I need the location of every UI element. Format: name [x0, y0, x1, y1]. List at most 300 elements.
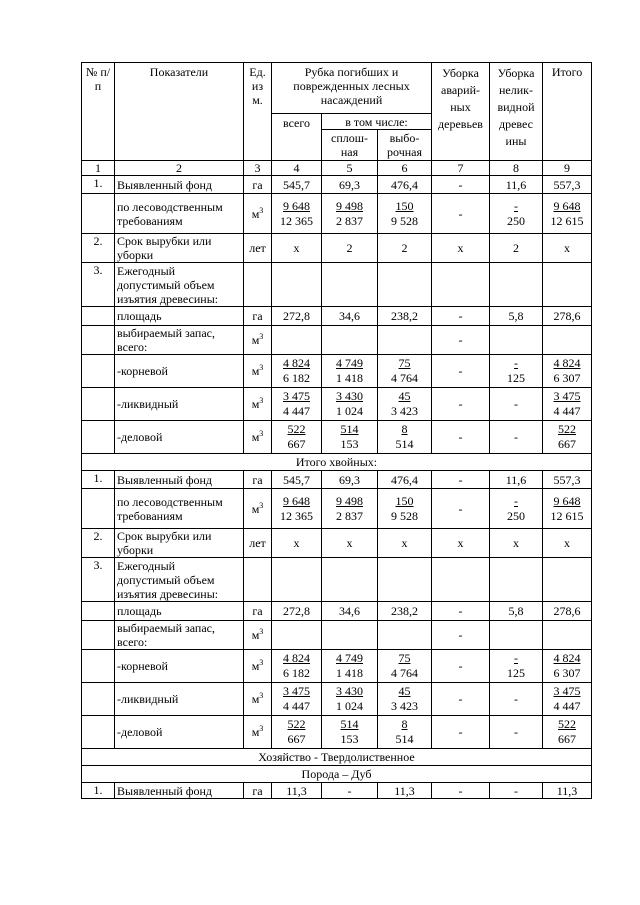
fraction-numerator: 9 648 — [553, 493, 581, 508]
fraction-numerator: 4 824 — [553, 651, 581, 665]
fraction-value — [558, 717, 576, 747]
column-number-row — [82, 161, 592, 176]
fraction-numerator: 9 498 — [336, 493, 363, 508]
header-illiquid: Уборка нелик-видной древес ины — [490, 63, 543, 161]
unit-exponent: 3 — [259, 658, 264, 667]
unit-base: м — [251, 659, 260, 673]
fraction-value — [336, 651, 363, 681]
cell-c7: - — [432, 307, 490, 326]
cell-c4: 545,7 — [272, 176, 322, 194]
fraction-denominator: 2 837 — [336, 213, 363, 228]
fraction-numerator: - — [514, 356, 518, 370]
row-unit — [244, 355, 272, 388]
fraction-numerator: 522 — [287, 422, 306, 436]
table-row — [82, 621, 592, 650]
fraction-numerator: 4 824 — [283, 356, 310, 370]
fraction-numerator: 150 — [395, 493, 414, 508]
row-number — [82, 716, 115, 749]
cell-c4 — [272, 194, 322, 234]
table-row — [82, 355, 592, 388]
table-row — [82, 716, 592, 749]
cell-c9 — [543, 326, 592, 355]
cell-c5 — [322, 421, 378, 454]
fraction-value — [283, 651, 310, 681]
row-unit — [244, 489, 272, 529]
unit-exponent: 3 — [259, 627, 264, 636]
header-total: всего — [272, 114, 322, 161]
fraction-denominator: 1 024 — [336, 404, 363, 418]
fraction-denominator: 153 — [340, 732, 359, 746]
cell-c9 — [543, 355, 592, 388]
fraction-numerator: 8 — [401, 717, 408, 731]
row-number: 3. — [82, 558, 115, 602]
unit-base: м — [251, 628, 260, 642]
cell-c9: 11,3 — [543, 783, 592, 799]
fraction-value — [507, 356, 525, 386]
column-number: 3 — [244, 161, 272, 176]
cell-c5: 69,3 — [322, 176, 378, 194]
cell-c4 — [272, 621, 322, 650]
cell-c5 — [322, 326, 378, 355]
fraction-numerator: 8 — [401, 422, 408, 436]
cell-c6 — [378, 650, 432, 683]
fraction-value — [396, 422, 414, 452]
fraction-value — [396, 717, 414, 747]
cell-c6: 11,3 — [378, 783, 432, 799]
column-number: 4 — [272, 161, 322, 176]
row-unit — [244, 558, 272, 602]
unit-exponent: 3 — [259, 691, 264, 700]
cell-c5 — [322, 558, 378, 602]
row-number: 1. — [82, 471, 115, 489]
cell-c4 — [272, 326, 322, 355]
row-indicator: по лесоводственным требованиям — [115, 489, 244, 529]
fraction-denominator: 12 615 — [550, 213, 584, 228]
cell-c6: х — [378, 529, 432, 558]
cell-c8: - — [490, 421, 543, 454]
row-indicator: площадь — [115, 602, 244, 621]
row-indicator: Ежегодный допустимый объем изъятия древесины: — [115, 558, 244, 602]
fraction-value — [391, 199, 418, 229]
cell-c5: 2 — [322, 234, 378, 263]
row-unit: га — [244, 783, 272, 799]
table-row — [82, 529, 592, 558]
fraction-numerator: 4 824 — [283, 651, 310, 665]
cell-c4 — [272, 421, 322, 454]
row-unit: га — [244, 471, 272, 489]
cell-c6 — [378, 326, 432, 355]
row-indicator: площадь — [115, 307, 244, 326]
unit-base: м — [251, 206, 260, 221]
row-unit: га — [244, 307, 272, 326]
fraction-denominator: 667 — [287, 732, 306, 746]
cell-c9 — [543, 421, 592, 454]
header-including: в том числе: — [322, 114, 432, 130]
cell-c4: 272,8 — [272, 602, 322, 621]
row-number — [82, 489, 115, 529]
row-indicator: -корневой — [115, 355, 244, 388]
cell-c8 — [490, 650, 543, 683]
cell-c9 — [543, 388, 592, 421]
section-subtitle: Порода – Дуб — [82, 766, 592, 783]
unit-exponent: 3 — [259, 396, 264, 405]
fraction-value — [288, 717, 306, 747]
row-number — [82, 621, 115, 650]
unit-exponent: 3 — [259, 363, 264, 372]
column-number: 1 — [82, 161, 115, 176]
row-indicator: -деловой — [115, 716, 244, 749]
cell-c9 — [543, 489, 592, 529]
row-unit: га — [244, 602, 272, 621]
row-number — [82, 194, 115, 234]
fraction-value — [283, 684, 310, 714]
unit-exponent: 3 — [259, 205, 264, 215]
cell-c5 — [322, 263, 378, 307]
fraction-numerator: - — [514, 651, 518, 665]
row-number: 3. — [82, 263, 115, 307]
cell-c4: 11,3 — [272, 783, 322, 799]
fraction-denominator: 4 447 — [283, 404, 310, 418]
cell-c7 — [432, 558, 490, 602]
fraction-numerator: 4 749 — [336, 651, 363, 665]
cell-c9 — [543, 683, 592, 716]
fraction-numerator: 9 648 — [283, 493, 310, 508]
cell-c7 — [432, 263, 490, 307]
fraction-value — [554, 684, 581, 714]
cell-c9 — [543, 263, 592, 307]
fraction-denominator: 667 — [558, 732, 576, 746]
cell-c6: 476,4 — [378, 471, 432, 489]
cell-c9: 557,3 — [543, 471, 592, 489]
fraction-denominator: 125 — [507, 371, 525, 385]
row-indicator: -корневой — [115, 650, 244, 683]
header-clear: сплош-ная — [322, 130, 378, 161]
fraction-value — [336, 684, 363, 714]
cell-c5: 69,3 — [322, 471, 378, 489]
cell-c4 — [272, 263, 322, 307]
fraction-numerator: 3 475 — [553, 684, 581, 698]
unit-base: м — [251, 692, 260, 706]
cell-c7: - — [432, 621, 490, 650]
cell-c7: - — [432, 388, 490, 421]
cell-c6 — [378, 263, 432, 307]
cell-c5 — [322, 388, 378, 421]
cell-c7: - — [432, 716, 490, 749]
fraction-value — [336, 199, 363, 229]
fraction-value — [336, 389, 363, 419]
fraction-value — [391, 684, 418, 714]
fraction-numerator: 45 — [398, 389, 411, 403]
cell-c4 — [272, 388, 322, 421]
cell-c6 — [378, 621, 432, 650]
fraction-value — [280, 199, 313, 229]
cell-c5 — [322, 650, 378, 683]
cell-c4 — [272, 355, 322, 388]
unit-exponent: 3 — [259, 332, 264, 341]
cell-c6 — [378, 355, 432, 388]
fraction-value — [280, 494, 313, 524]
table-row — [82, 421, 592, 454]
cell-c8: - — [490, 716, 543, 749]
cell-c6 — [378, 194, 432, 234]
unit-base: м — [251, 364, 260, 378]
section-title-row — [82, 454, 592, 471]
fraction-value — [554, 356, 581, 386]
row-number — [82, 683, 115, 716]
row-number — [82, 602, 115, 621]
table-row — [82, 558, 592, 602]
row-unit: га — [244, 176, 272, 194]
fraction-numerator: - — [514, 198, 518, 213]
row-number — [82, 650, 115, 683]
fraction-denominator: 667 — [287, 437, 306, 451]
table-row — [82, 683, 592, 716]
fraction-numerator: 4 749 — [336, 356, 363, 370]
fraction-value — [288, 422, 306, 452]
cell-c5: 34,6 — [322, 602, 378, 621]
column-number: 6 — [378, 161, 432, 176]
fraction-denominator: 125 — [507, 666, 525, 680]
fraction-denominator: 12 615 — [550, 508, 584, 523]
table-row — [82, 388, 592, 421]
cell-c8: 2 — [490, 234, 543, 263]
fraction-denominator: 4 764 — [391, 666, 418, 680]
cell-c4 — [272, 716, 322, 749]
header-felling: Рубка погибших и поврежденных лесных насаждений — [272, 63, 432, 114]
row-indicator: -ликвидный — [115, 388, 244, 421]
cell-c7: - — [432, 602, 490, 621]
cell-c4: х — [272, 234, 322, 263]
row-unit — [244, 326, 272, 355]
fraction-denominator: 4 447 — [553, 699, 581, 713]
unit-base: м — [251, 333, 260, 347]
cell-c7: - — [432, 489, 490, 529]
cell-c8 — [490, 489, 543, 529]
fraction-denominator: 667 — [558, 437, 576, 451]
row-number: 1. — [82, 783, 115, 799]
fraction-numerator: 9 648 — [283, 198, 310, 213]
cell-c6 — [378, 388, 432, 421]
fraction-numerator: 9 648 — [553, 198, 581, 213]
section-title: Итого хвойных: — [82, 454, 592, 471]
fraction-denominator: 514 — [395, 732, 414, 746]
column-number: 8 — [490, 161, 543, 176]
fraction-value — [554, 651, 581, 681]
fraction-denominator: 12 365 — [280, 213, 313, 228]
fraction-value — [391, 356, 418, 386]
header-grand-total: Итого — [543, 63, 592, 161]
fraction-denominator: 12 365 — [280, 508, 313, 523]
cell-c8 — [490, 263, 543, 307]
row-unit — [244, 194, 272, 234]
row-indicator: Ежегодный допустимый объем изъятия древесины: — [115, 263, 244, 307]
fraction-numerator: 150 — [395, 198, 414, 213]
fraction-denominator: 4 447 — [553, 404, 581, 418]
row-unit: лет — [244, 234, 272, 263]
forest-felling-table — [81, 62, 592, 799]
fraction-value — [391, 389, 418, 419]
table-row — [82, 307, 592, 326]
unit-exponent: 3 — [259, 500, 264, 510]
row-unit — [244, 716, 272, 749]
cell-c4 — [272, 558, 322, 602]
cell-c4: 272,8 — [272, 307, 322, 326]
fraction-value — [507, 651, 525, 681]
fraction-numerator: 522 — [558, 422, 576, 436]
table-row — [82, 176, 592, 194]
fraction-value — [551, 199, 584, 229]
fraction-denominator: 1 418 — [336, 371, 363, 385]
table-row — [82, 234, 592, 263]
fraction-numerator: 75 — [398, 356, 411, 370]
row-number — [82, 421, 115, 454]
cell-c7: - — [432, 355, 490, 388]
section-subtitle-row — [82, 766, 592, 783]
row-number — [82, 307, 115, 326]
row-number: 2. — [82, 234, 115, 263]
row-indicator: -деловой — [115, 421, 244, 454]
fraction-value — [391, 651, 418, 681]
cell-c9: х — [543, 529, 592, 558]
cell-c9: 557,3 — [543, 176, 592, 194]
row-unit — [244, 421, 272, 454]
row-unit — [244, 683, 272, 716]
row-unit — [244, 263, 272, 307]
row-indicator: по лесоводственным требованиям — [115, 194, 244, 234]
fraction-denominator: 1 418 — [336, 666, 363, 680]
cell-c5: 34,6 — [322, 307, 378, 326]
cell-c9: 278,6 — [543, 602, 592, 621]
table-row — [82, 489, 592, 529]
row-unit — [244, 621, 272, 650]
cell-c6: 238,2 — [378, 307, 432, 326]
cell-c9: х — [543, 234, 592, 263]
section-title-row — [82, 749, 592, 766]
fraction-denominator: 6 182 — [283, 666, 310, 680]
cell-c7: - — [432, 421, 490, 454]
cell-c8: 5,8 — [490, 307, 543, 326]
cell-c8 — [490, 326, 543, 355]
cell-c5 — [322, 355, 378, 388]
row-unit: лет — [244, 529, 272, 558]
fraction-numerator: 4 824 — [553, 356, 581, 370]
unit-exponent: 3 — [259, 724, 264, 733]
cell-c7: - — [432, 471, 490, 489]
row-number — [82, 326, 115, 355]
unit-base: м — [251, 725, 260, 739]
fraction-value — [391, 494, 418, 524]
cell-c8 — [490, 194, 543, 234]
cell-c8: х — [490, 529, 543, 558]
fraction-numerator: 75 — [398, 651, 411, 665]
header-selective: выбо-рочная — [378, 130, 432, 161]
fraction-numerator: 3 475 — [283, 684, 310, 698]
fraction-denominator: 514 — [395, 437, 414, 451]
table-row — [82, 194, 592, 234]
row-indicator: Срок вырубки или уборки — [115, 234, 244, 263]
row-indicator: выбираемый запас, всего: — [115, 326, 244, 355]
column-number: 2 — [115, 161, 244, 176]
cell-c8 — [490, 558, 543, 602]
fraction-value — [341, 717, 359, 747]
fraction-numerator: 522 — [287, 717, 306, 731]
cell-c6 — [378, 683, 432, 716]
table-row — [82, 783, 592, 799]
table-row — [82, 471, 592, 489]
cell-c6: 2 — [378, 234, 432, 263]
table-row — [82, 263, 592, 307]
cell-c9 — [543, 716, 592, 749]
row-indicator: Выявленный фонд — [115, 176, 244, 194]
row-unit — [244, 388, 272, 421]
cell-c4: 545,7 — [272, 471, 322, 489]
row-number: 1. — [82, 176, 115, 194]
fraction-value — [558, 422, 576, 452]
row-indicator: выбираемый запас, всего: — [115, 621, 244, 650]
cell-c7: - — [432, 650, 490, 683]
header-no: № п/п — [82, 63, 115, 161]
fraction-value — [341, 422, 359, 452]
unit-base: м — [251, 430, 260, 444]
fraction-denominator: 9 528 — [391, 508, 418, 523]
fraction-numerator: 3 430 — [336, 389, 363, 403]
cell-c8: - — [490, 683, 543, 716]
row-number — [82, 388, 115, 421]
cell-c4 — [272, 489, 322, 529]
cell-c5: х — [322, 529, 378, 558]
fraction-numerator: 514 — [340, 422, 359, 436]
unit-exponent: 3 — [259, 429, 264, 438]
unit-base: м — [251, 397, 260, 411]
table-row — [82, 326, 592, 355]
cell-c8: - — [490, 783, 543, 799]
fraction-denominator: 3 423 — [391, 404, 418, 418]
cell-c8: 11,6 — [490, 471, 543, 489]
cell-c4 — [272, 683, 322, 716]
cell-c5 — [322, 716, 378, 749]
cell-c7: - — [432, 683, 490, 716]
section-title: Хозяйство - Твердолиственное — [82, 749, 592, 766]
table-row — [82, 602, 592, 621]
fraction-numerator: 9 498 — [336, 198, 363, 213]
fraction-denominator: 4 447 — [283, 699, 310, 713]
cell-c6: 238,2 — [378, 602, 432, 621]
fraction-denominator: 250 — [507, 213, 525, 228]
unit-base: м — [251, 501, 260, 516]
fraction-denominator: 250 — [507, 508, 525, 523]
header-emergency: Уборка аварий-ных деревьев — [432, 63, 490, 161]
column-number: 9 — [543, 161, 592, 176]
fraction-value — [551, 494, 584, 524]
cell-c7: х — [432, 529, 490, 558]
fraction-value — [336, 494, 363, 524]
cell-c8 — [490, 355, 543, 388]
cell-c7: - — [432, 176, 490, 194]
cell-c9 — [543, 558, 592, 602]
cell-c9: 278,6 — [543, 307, 592, 326]
fraction-numerator: 3 475 — [283, 389, 310, 403]
row-indicator: Выявленный фонд — [115, 783, 244, 799]
fraction-denominator: 6 307 — [553, 371, 581, 385]
fraction-value — [507, 494, 525, 524]
cell-c5 — [322, 621, 378, 650]
fraction-denominator: 2 837 — [336, 508, 363, 523]
fraction-numerator: 45 — [398, 684, 411, 698]
fraction-numerator: 522 — [558, 717, 576, 731]
row-indicator: Срок вырубки или уборки — [115, 529, 244, 558]
fraction-numerator: 3 475 — [553, 389, 581, 403]
fraction-denominator: 6 182 — [283, 371, 310, 385]
